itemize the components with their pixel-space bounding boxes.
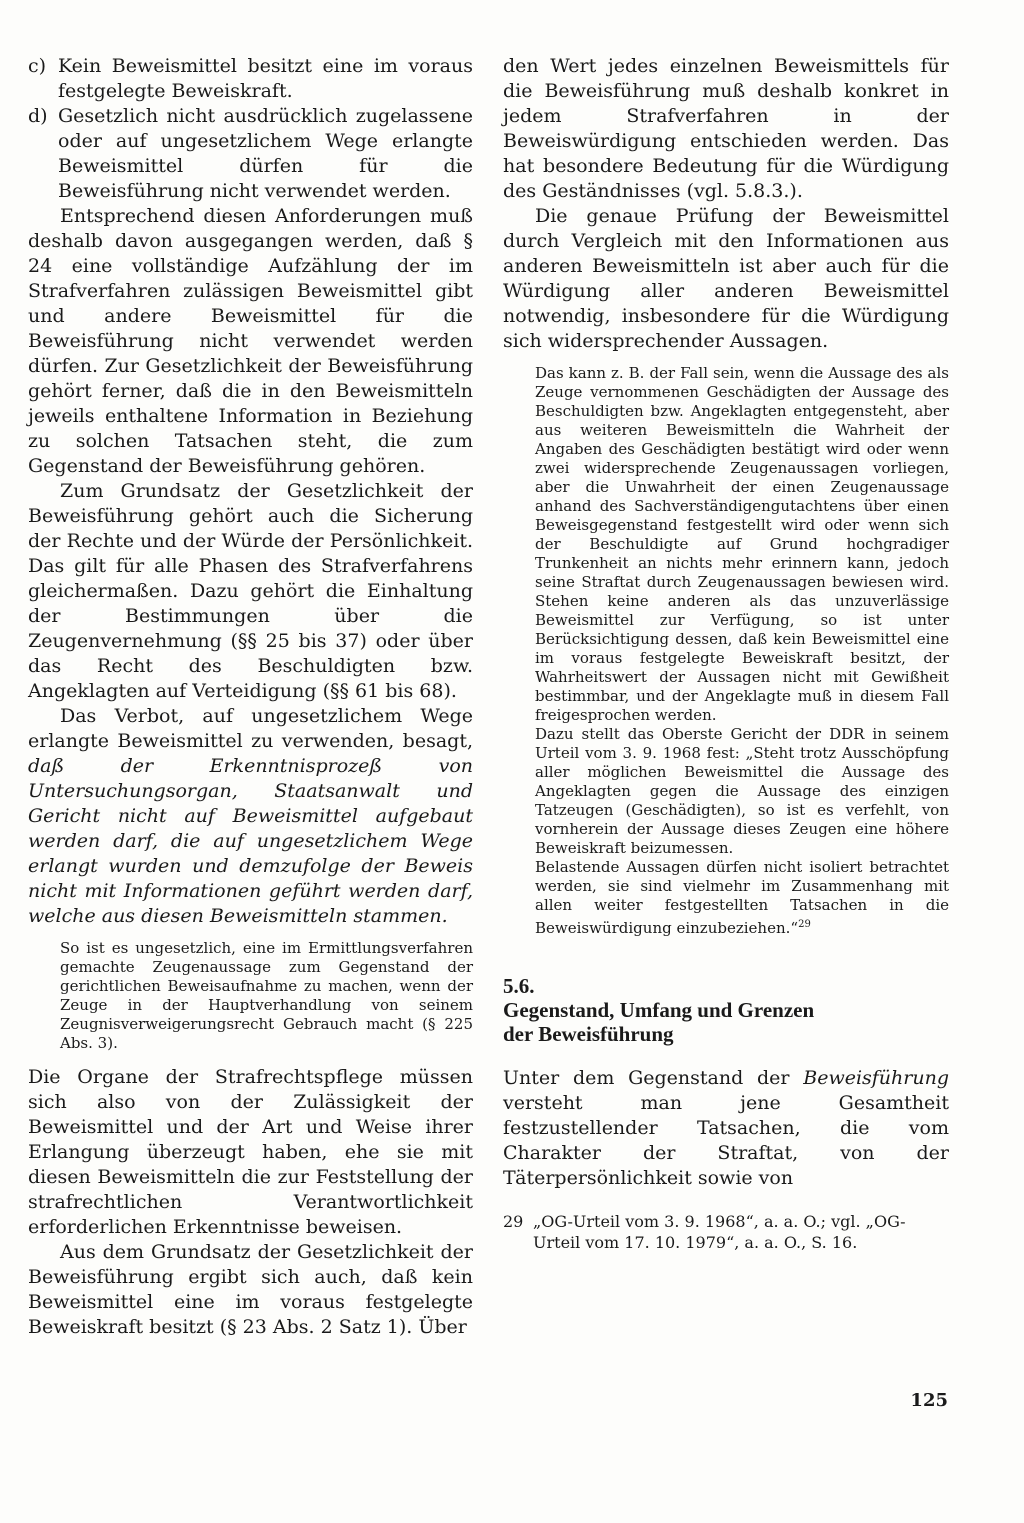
example-block [503, 364, 949, 938]
footnote-text: „OG-Urteil vom 3. 9. 1968“, a. a. O.; vgl. „OG-Urteil vom 17. 10. 1979“, a. a. O., S. 16. [533, 1212, 906, 1252]
list-text: Gesetzlich nicht ausdrücklich zugelassene oder auf ungesetzlichem Wege erlangte Beweismittel dürfen für die Beweisführung nicht verwendet werden. [58, 105, 473, 202]
small-paragraph [535, 858, 949, 938]
small-paragraph: Das kann z. B. der Fall sein, wenn die Aussage des als Zeuge vernommenen Geschädigten der Aussage des Beschuldigten bzw. Angeklagten entgegensteht, aber aus weiteren Beweismitteln die Wahrheit der Angaben des Geschädigten bestätigt wird oder wenn zwei widersprechende Zeugenaussagen vorliegen, aber die Unwahrheit der einen Zeugenaussage anhand des Sachverständigengutachtens über einen Beweisgegenstand festgestellt wird oder wenn sich der Beschuldigte auf Grund hochgradiger Trunkenheit an nichts mehr erinnern kann, jedoch seine Straftat durch Zeugenaussagen bewiesen wird. Stehen keine anderen als das unzuverlässige Beweismittel zur Verfügung, so ist unter Berücksichtigung dessen, daß kein Beweismittel eine im voraus festgelegte Beweiskraft besitzt, der Wahrheitswert der Aussagen nicht mit Gewißheit bestimmbar, und der Angeklagte muß in diesem Fall freigesprochen werden. [535, 364, 949, 724]
list-marker: d) [28, 105, 48, 127]
example-block [28, 939, 473, 1053]
list-item-d [28, 104, 473, 204]
list-item-c [28, 54, 473, 104]
emphasized-text: daß der Erkenntnisprozeß von Untersuchungsorgan, Staatsanwalt und Gericht nicht auf Beweismittel aufgebaut werden darf, die auf ungesetzlichem Wege erlangt wurden und demzufolge der Beweis nicht mit Informationen geführt werden darf, welche aus diesen Beweismitteln stammen. [28, 755, 473, 927]
paragraph [28, 704, 473, 929]
paragraph: Die Organe der Strafrechtspflege müssen sich also von der Zulässigkeit der Beweismittel und der Art und Weise ihrer Erlangung überzeugt haben, ehe sie mit diesen Beweismitteln die zur Feststellung der strafrechtlichen Verantwortlichkeit erforderlichen Erkenntnisse beweisen. [28, 1066, 473, 1238]
footnote [503, 1211, 949, 1253]
paragraph [503, 1066, 949, 1191]
paragraph-text: Unter dem Gegenstand der [503, 1067, 804, 1089]
section-number: 5.6. [503, 974, 535, 998]
small-paragraph: Dazu stellt das Oberste Gericht der DDR in seinem Urteil vom 3. 9. 1968 fest: „Steht trotz Ausschöpfung aller möglichen Beweismittel die Aussage des Angeklagten gegen die Aussage des einzigen Tatzeugen (Geschädigten), so ist es verfehlt, von vornherein der Aussage dieses Zeugen eine höhere Beweiskraft beizumessen. [535, 725, 949, 857]
right-column [503, 54, 949, 1253]
page-number: 125 [910, 1390, 948, 1411]
paragraph: Entsprechend diesen Anforderungen muß deshalb davon ausgegangen werden, daß § 24 eine vollständige Aufzählung der im Strafverfahren zulässigen Beweismittel gibt und andere Beweismittel für die Beweisführung nicht verwendet werden dürfen. Zur Gesetzlichkeit der Beweisführung gehört ferner, daß die in den Beweismitteln jeweils enthaltene Information in Beziehung zu solchen Tatsachen steht, die zum Gegenstand der Beweisführung gehören. [28, 205, 473, 477]
paragraph: Zum Grundsatz der Gesetzlichkeit der Beweisführung gehört auch die Sicherung der Rechte und der Würde der Persönlichkeit. Das gilt für alle Phasen des Strafverfahrens gleichermaßen. Dazu gehört die Einhaltung der Bestimmungen über die Zeugenvernehmung (§§ 25 bis 37) oder über das Recht des Beschuldigten bzw. Angeklagten auf Verteidigung (§§ 61 bis 68). [28, 480, 473, 702]
section-title-line: Gegenstand, Umfang und Grenzen [503, 998, 815, 1022]
left-column [28, 54, 473, 1340]
paragraph-text: versteht man jene Gesamtheit festzustellender Tatsachen, die vom Charakter der Straftat, von der Täterpersönlichkeit sowie von [503, 1092, 949, 1189]
list-text: Kein Beweismittel besitzt eine im voraus festgelegte Beweiskraft. [58, 55, 473, 102]
paragraph: den Wert jedes einzelnen Beweismittels für die Beweisführung muß deshalb konkret in jedem Strafverfahren in der Beweiswürdigung entschieden werden. Das hat besondere Bedeutung für die Würdigung des Geständnisses (vgl. 5.8.3.). [503, 55, 949, 202]
section-title-line: der Beweisführung [503, 1022, 674, 1046]
emphasized-text: Beweisführung [803, 1067, 949, 1089]
footnote-reference: 29 [798, 919, 811, 930]
small-paragraph: So ist es ungesetzlich, eine im Ermittlungsverfahren gemachte Zeugenaussage zum Gegenstand der gerichtlichen Beweisaufnahme zu machen, wenn der Zeuge in der Hauptverhandlung von seinem Zeugnisverweigerungsrecht Gebrauch macht (§ 225 Abs. 3). [60, 939, 473, 1052]
footnote-number: 29 [503, 1212, 524, 1231]
paragraph-text: Das Verbot, auf ungesetzlichem Wege erlangte Beweismittel zu verwenden, besagt, [28, 705, 473, 752]
quote-text: Belastende Aussagen dürfen nicht isoliert betrachtet werden, sie sind vielmehr im Zusammenhang mit allen weiter festgestellten Tatsachen in die Beweiswürdigung einzubeziehen.“ [535, 858, 949, 937]
paragraph: Die genaue Prüfung der Beweismittel durch Vergleich mit den Informationen aus anderen Beweismitteln ist aber auch für die Würdigung aller anderen Beweismittel notwendig, insbesondere für die Würdigung sich widersprechender Aussagen. [503, 205, 949, 352]
list-marker: c) [28, 55, 47, 77]
paragraph: Aus dem Grundsatz der Gesetzlichkeit der Beweisführung ergibt sich auch, daß kein Beweismittel eine im voraus festgelegte Beweiskraft besitzt (§ 23 Abs. 2 Satz 1). Über [28, 1241, 473, 1338]
